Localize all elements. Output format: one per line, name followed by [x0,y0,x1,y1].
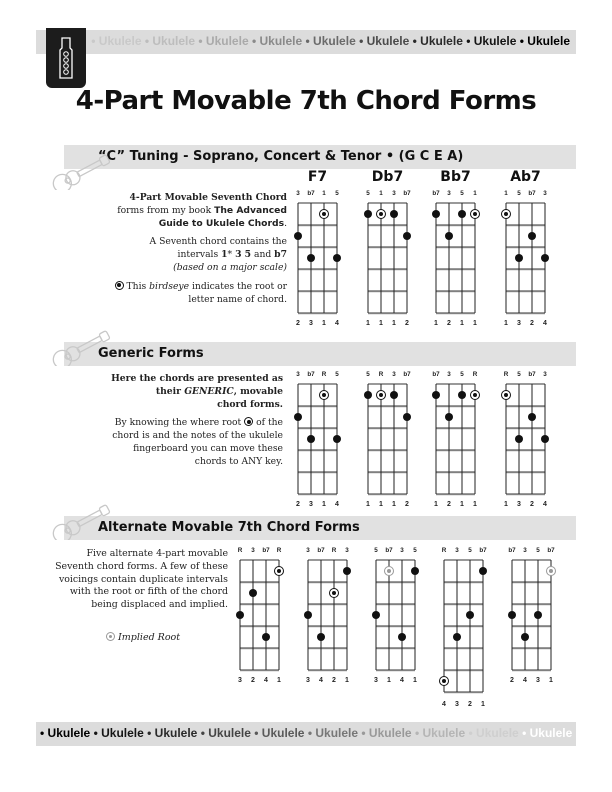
desc-italic: GENERIC [184,385,234,397]
finger-number: 1 [322,320,326,327]
interval-label: 5 [517,371,521,378]
finger-number: 1 [504,320,508,327]
finger-number: 1 [387,677,391,684]
finger-number: 3 [238,677,242,684]
book-title: The Advanced [214,204,287,216]
finger-number: 4 [543,320,547,327]
finger-dot [445,232,453,240]
finger-number: 1 [392,320,396,327]
finger-dot [364,391,372,399]
chord-name: Db7 [371,169,404,185]
interval-label: b7 [385,547,393,554]
desc-line: voicings contain duplicate intervals [58,573,228,585]
finger-number: 2 [468,701,472,708]
interval-label: 3 [543,190,547,197]
implied-root-dot [546,566,556,576]
desc-line: 4-Part Movable Seventh Chord [129,192,287,203]
finger-number: 1 [481,701,485,708]
finger-dot [453,633,461,641]
finger-dot [262,633,270,641]
interval-label: 1 [504,190,508,197]
finger-number: 3 [517,501,521,508]
section2-description [83,373,283,475]
finger-dot [466,611,474,619]
desc-line: , movable [233,385,283,397]
chord-grid [510,558,553,674]
root-birdseye-dot [319,209,329,219]
implied-root-label: Implied Root [118,632,181,643]
finger-number: 1 [473,501,477,508]
finger-number: 4 [442,701,446,708]
finger-number: 1 [434,320,438,327]
finger-dot [458,391,466,399]
header-ukulele-band [36,30,576,54]
desc-line: forms from my book [117,204,215,216]
finger-number: 3 [306,677,310,684]
finger-number: 3 [309,501,313,508]
finger-number: 1 [345,677,349,684]
interval-label: 1 [322,190,326,197]
finger-number: 4 [523,677,527,684]
chord-grid [434,201,477,317]
footer-ukulele-band [36,722,576,746]
interval-label: 3 [345,547,349,554]
finger-dot [479,567,487,575]
header-band-text: • Ukulele • Ukulele • Ukulele • Ukulele • Ukulele • Ukulele • Ukulele • Ukulele • Ukulele [91,34,570,48]
finger-dot [528,232,536,240]
finger-dot [528,413,536,421]
finger-dot [508,611,516,619]
interval-label: 5 [374,547,378,554]
finger-number: 1 [549,677,553,684]
finger-dot [343,567,351,575]
root-birdseye-dot [376,209,386,219]
interval-label: b7 [528,371,536,378]
finger-dot [390,210,398,218]
chord-name: F7 [307,169,328,185]
implied-root-legend [106,632,180,643]
chord-grid [366,382,409,498]
finger-dot [333,435,341,443]
interval-label: b7 [262,547,270,554]
desc-line: fingerboard you can move these [133,442,283,454]
interval-label: b7 [403,190,411,197]
desc-line: with the root or fifth of the chord [69,586,228,598]
finger-number: 1 [277,677,281,684]
finger-number: 2 [530,320,534,327]
finger-dot [372,611,380,619]
interval-label: b7 [307,371,315,378]
desc-line: * [227,249,236,261]
finger-number: 2 [251,677,255,684]
finger-number: 1 [379,501,383,508]
finger-dot [515,254,523,262]
interval-label: R [331,547,337,554]
finger-number: 3 [374,677,378,684]
root-birdseye-dot [274,566,284,576]
finger-number: 4 [335,501,339,508]
finger-number: 4 [264,677,268,684]
finger-dot [307,435,315,443]
implied-root-icon [106,632,115,641]
desc-line: Here the chords are presented as [111,373,283,384]
interval-label: 5 [335,371,339,378]
finger-number: 4 [543,501,547,508]
root-birdseye-dot [470,390,480,400]
finger-dot [304,611,312,619]
finger-dot [236,611,244,619]
desc-line: Seventh chord forms. A few of these [55,560,228,572]
implied-root-dot [384,566,394,576]
finger-dot [534,611,542,619]
root-birdseye-dot [319,390,329,400]
chord-name: Ab7 [510,169,541,185]
interval-label: b7 [479,547,487,554]
finger-number: 2 [332,677,336,684]
finger-number: 2 [530,501,534,508]
finger-dot [541,435,549,443]
interval-label: 3 [306,547,310,554]
finger-number: 2 [510,677,514,684]
chord-grid [366,201,409,317]
desc-line: (based on a major scale) [173,261,287,273]
finger-number: 3 [455,701,459,708]
desc-bold: 1 [221,249,228,261]
section-heading-text: “C” Tuning - Soprano, Concert & Tenor • (G C E A) [98,149,464,164]
finger-number: 2 [296,320,300,327]
desc-italic: birdseye [149,280,190,292]
interval-label: R [441,547,447,554]
section-heading-alternate [64,516,576,540]
desc-bold: b7 [274,249,287,261]
interval-label: 3 [392,190,396,197]
desc-line: of the [253,417,283,429]
interval-label: 5 [460,190,464,197]
page-title: 4-Part Movable 7th Chord Forms [75,86,537,116]
finger-dot [403,413,411,421]
interval-label: 5 [413,547,417,554]
finger-dot [411,567,419,575]
desc-line: letter name of chord. [188,293,287,305]
interval-label: 3 [400,547,404,554]
finger-number: 2 [296,501,300,508]
interval-label: R [378,371,384,378]
interval-label: 5 [460,371,464,378]
root-birdseye-dot [501,390,511,400]
desc-line: indicates the root or [189,280,287,292]
finger-number: 2 [405,501,409,508]
interval-label: b7 [528,190,536,197]
chord-grid [434,382,477,498]
book-title: Guide to Ukulele Chords [158,217,285,229]
interval-label: b7 [547,547,555,554]
finger-number: 1 [322,501,326,508]
desc-line: intervals [177,249,222,261]
desc-line: Five alternate 4-part movable [86,548,228,559]
interval-label: 1 [473,190,477,197]
desc-line: chord is and the notes of the ukulele [112,430,283,442]
interval-label: 1 [379,190,383,197]
interval-label: b7 [432,190,440,197]
finger-dot [333,254,341,262]
finger-number: 1 [379,320,383,327]
finger-dot [390,391,398,399]
desc-bold: 3 5 [235,249,252,261]
finger-number: 1 [460,501,464,508]
section-heading-c-tuning [64,145,576,169]
finger-dot [515,435,523,443]
desc-line: their [155,385,185,397]
desc-line: This [123,280,150,292]
interval-label: 5 [335,190,339,197]
finger-number: 4 [400,677,404,684]
interval-label: 3 [523,547,527,554]
finger-number: 1 [434,501,438,508]
finger-number: 1 [392,501,396,508]
desc-line: chords to ANY key. [194,455,283,467]
finger-dot [294,232,302,240]
chord-grid [306,558,349,674]
interval-label: 3 [447,371,451,378]
finger-number: 2 [405,320,409,327]
interval-label: R [237,547,243,554]
root-birdseye-dot [329,588,339,598]
finger-dot [294,413,302,421]
root-birdseye-dot [501,209,511,219]
interval-label: 5 [468,547,472,554]
finger-number: 1 [460,320,464,327]
finger-number: 1 [366,320,370,327]
finger-dot [445,413,453,421]
finger-dot [432,210,440,218]
finger-number: 3 [517,320,521,327]
finger-dot [317,633,325,641]
interval-label: b7 [508,547,516,554]
finger-dot [458,210,466,218]
finger-number: 1 [473,320,477,327]
ukulele-icon [44,150,114,190]
desc-line: and [251,249,275,261]
interval-label: b7 [307,190,315,197]
interval-label: R [472,371,478,378]
interval-label: 5 [517,190,521,197]
desc-line: By knowing the where root [114,417,245,429]
root-birdseye-dot [470,209,480,219]
interval-label: 5 [366,190,370,197]
interval-label: 3 [455,547,459,554]
chord-grid [374,558,417,674]
finger-dot [249,589,257,597]
chord-grid [238,558,281,674]
interval-label: 3 [447,190,451,197]
desc-line: A Seventh chord contains the [149,236,287,248]
finger-number: 3 [309,320,313,327]
page-tab [46,28,86,88]
section3-description [28,548,228,618]
footer-band-text: • Ukulele • Ukulele • Ukulele • Ukulele • Ukulele • Ukulele • Ukulele • Ukulele • Ukulele • Ukulele [40,726,573,740]
desc-line: being displaced and implied. [91,599,228,611]
finger-number: 1 [366,501,370,508]
interval-label: 5 [366,371,370,378]
root-birdseye-dot [376,390,386,400]
finger-number: 1 [413,677,417,684]
finger-dot [398,633,406,641]
finger-number: 4 [335,320,339,327]
finger-dot [541,254,549,262]
interval-label: R [276,547,282,554]
chord-grid [442,558,485,696]
birdseye-root-icon [115,281,124,290]
section-heading-text: Generic Forms [98,346,204,361]
finger-number: 2 [447,501,451,508]
ukulele-icon [44,500,114,540]
ukulele-icon [44,326,114,366]
interval-label: R [321,371,327,378]
section-heading-generic [64,342,576,366]
interval-label: b7 [432,371,440,378]
interval-label: R [503,371,509,378]
section1-description: 4-Part Movable Seventh Chord forms from my book The Advanced Guide to Ukulele Chords. A Seventh chord contains the intervals 1* 3 5 and b7 (based on a major scale) This birdseye indicates the root or letter name of chord. [87,192,287,312]
ukulele-neck-icon [56,36,76,80]
finger-number: 2 [447,320,451,327]
finger-dot [521,633,529,641]
interval-label: 3 [296,371,300,378]
birdseye-root-icon [244,417,253,426]
interval-label: 3 [296,190,300,197]
finger-number: 4 [319,677,323,684]
finger-dot [403,232,411,240]
interval-label: b7 [403,371,411,378]
finger-dot [364,210,372,218]
root-birdseye-dot [439,676,449,686]
section-heading-text: Alternate Movable 7th Chord Forms [98,520,360,535]
interval-label: 5 [536,547,540,554]
finger-number: 1 [504,501,508,508]
finger-dot [307,254,315,262]
finger-number: 3 [536,677,540,684]
interval-label: 3 [543,371,547,378]
finger-dot [432,391,440,399]
interval-label: 3 [251,547,255,554]
chord-name: Bb7 [440,169,471,185]
desc-line: chord forms. [217,398,283,410]
interval-label: 3 [392,371,396,378]
interval-label: b7 [317,547,325,554]
